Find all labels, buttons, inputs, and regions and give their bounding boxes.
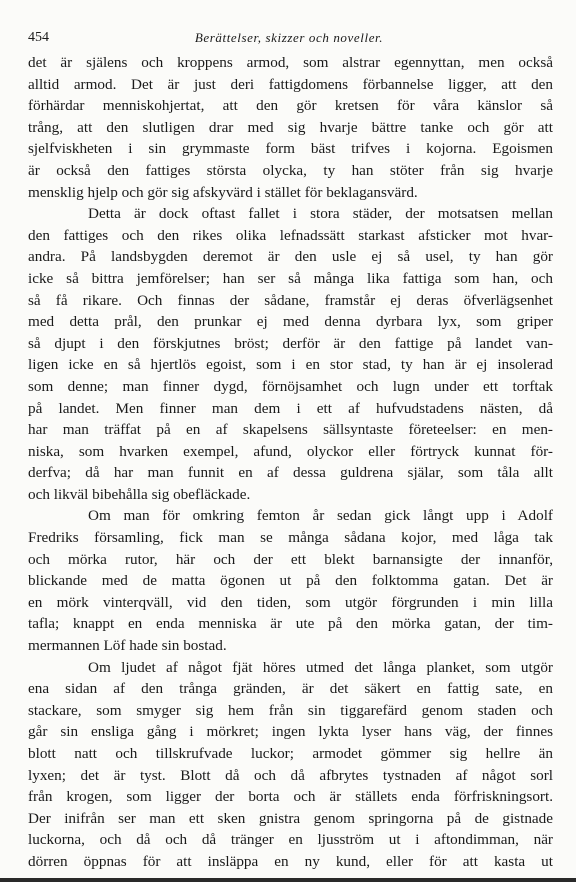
- text-line: ena sidan af den trånga gränden, är det säkert en fattig sate, en: [28, 680, 553, 698]
- text-line: Detta är dock oftast fallet i stora städer, der motsatsen mellan: [88, 205, 553, 223]
- text-line: ligen icke en så hjertlös egoist, som i en stor stad, ty han är ej insolerad: [28, 356, 553, 374]
- text-line: luckorna, och då och då tränger en ljusström ut i aftondimman, när: [28, 831, 553, 849]
- text-line: det är själens och kroppens armod, som alstrar egennyttan, men också: [28, 54, 553, 71]
- paragraph: [28, 505, 553, 656]
- text-line: på landet. Men finner man dem i ett af hufvudstadens nästen, då: [28, 399, 553, 417]
- paragraph: [28, 52, 553, 203]
- bottom-edge-rule: [0, 878, 576, 882]
- text-line: som denne; man finner dygd, förnöjsamhet och lugn under ett torftak: [28, 377, 553, 395]
- text-line: så få rikare. Och finnas der sådane, framstår ej deras öfverlägsenhet: [28, 291, 553, 309]
- text-line: blickande med de matta ögonen ut på den folktomma gatan. Det är: [28, 572, 553, 590]
- text-line: Om ljudet af något fjät höres utmed det långa planket, som utgör: [88, 658, 553, 676]
- text-line: dörren öppnas för att insläppa en ny kund, eller för att kasta ut: [28, 852, 553, 870]
- text-line: niska, som hvarken exempel, afund, olyckor eller förtryck kunnat för-: [28, 442, 553, 460]
- text-line: Fredriks församling, fick man se många sådana kojor, med låga tak: [28, 529, 553, 547]
- text-line: har man träffat på en af skapelsens sällsyntaste företeelser: en men-: [28, 421, 553, 439]
- text-line: blott natt och tillskrufvade luckor; armodet gömmer sig hellre än: [28, 745, 553, 762]
- text-line: och likväl bibehålla sig obefläckade.: [28, 485, 251, 503]
- text-line: sjelfviskheten i sin grymmaste form bäst trifves i kojorna. Egoismen: [28, 140, 553, 158]
- text-line: är också den fattiges största olycka, ty han stöter från sig hvarje: [28, 161, 553, 179]
- paragraph: [28, 203, 553, 505]
- text-line: Om man för omkring femton år sedan gick långt upp i Adolf: [88, 507, 553, 525]
- paragraph: [28, 657, 553, 873]
- text-line: derfva; då har man funnit en af dessa guldrena själar, som tåla allt: [28, 464, 553, 482]
- text-line: förhärdar menniskohjertat, att den gör kretsen för våra känslor så: [28, 97, 553, 115]
- text-line: trång, att den slutligen drar med sig hvarje bättre tanke och gör att: [28, 118, 553, 136]
- text-line: med detta prål, den prunkar ej med denna dyrbara lyx, som griper: [28, 313, 553, 331]
- text-line: mermannen Löf hade sin bostad.: [28, 637, 227, 655]
- running-head: [28, 30, 550, 50]
- text-line: mensklig hjelp och gör sig afskyvärd i stället för beklagansvärd.: [28, 183, 418, 201]
- text-line: så djupt i den förskjutnes bröst; derför är den fattige på landet van-: [28, 334, 553, 352]
- text-line: stackare, som smyger sig hem från sin tiggarefärd genom staden och: [28, 701, 553, 719]
- text-line: lyxen; det är tyst. Blott då och då afbrytes tystnaden af något sorl: [28, 766, 553, 784]
- text-line: och mörka rutor, här och der ett blekt barnansigte der innanför,: [28, 550, 553, 568]
- text-line: tafla; knappt en enda menniska är ute på den mörka gatan, der tim-: [28, 615, 553, 633]
- text-line: Der inifrån ser man ett sken gnistra genom springorna på de gistnade: [28, 809, 553, 827]
- text-line: icke så bittra jemförelser; han ser så många lika fattiga som han, och: [28, 269, 553, 287]
- page-number: 454: [28, 30, 49, 45]
- text-line: andra. På landsbygden deremot är den usle ej så usel, ty han gör: [28, 248, 553, 266]
- text-line: från krogen, som ligger der borta och är ställets enda förfriskningsort.: [28, 788, 553, 806]
- text-line: går sin ensliga gång i mörkret; ingen lykta lyser hans väg, der finnes: [28, 723, 553, 741]
- running-title: Berättelser, skizzer och noveller.: [194, 30, 384, 45]
- text-line: den fattiges och den rikes olika lefnadssätt starkast afsticker mot hvar-: [28, 226, 553, 244]
- text-line: alltid armod. Det är just deri fattigdomens förbannelse ligger, att den: [28, 75, 553, 93]
- text-line: en mörk vinterqväll, vid den tiden, som utgör förgrunden i min lilla: [28, 593, 553, 611]
- body-text: [28, 52, 553, 873]
